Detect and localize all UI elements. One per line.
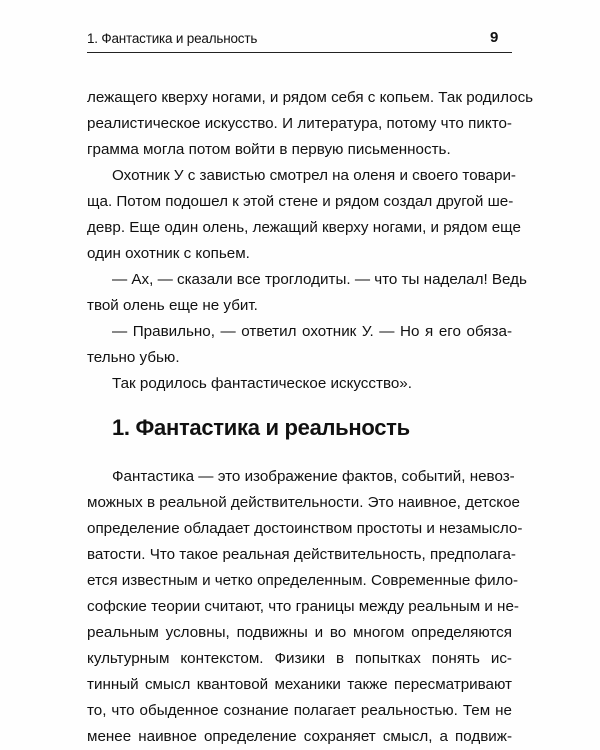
page-number: 9 <box>490 29 499 46</box>
text-line: тельно убью. <box>87 349 180 366</box>
text-line: ется известным и четко определенным. Современные фило- <box>87 572 519 589</box>
text-line: культурным контекстом. Физики в попытках понять ис- <box>87 650 512 667</box>
text-line: реалистическое искусство. И литература, потому что пикто- <box>87 115 512 132</box>
text-line: Так родилось фантастическое искусство». <box>112 375 412 392</box>
section-body <box>87 464 523 750</box>
text-line: — Правильно, — ответил охотник У. — Но я его обяза- <box>112 323 512 340</box>
text-line: лежащего кверху ногами, и рядом себя с копьем. Так родилось <box>87 89 534 106</box>
text-line: можных в реальной действительности. Это наивное, детское <box>87 494 520 511</box>
text-line: девр. Еще один олень, лежащий кверху ногами, и рядом еще <box>87 219 521 236</box>
text-line: твой олень еще не убит. <box>87 297 258 314</box>
header-divider <box>87 52 512 53</box>
text-line: реальным условны, подвижны и во многом определяются <box>87 624 512 641</box>
text-line: ватости. Что такое реальная действительность, предполага- <box>87 546 516 563</box>
text-line: то, что обыденное сознание полагает реальностью. Тем не <box>87 702 512 719</box>
text-line: софские теории считают, что границы между реальным и не- <box>87 598 519 615</box>
text-line: менее наивное определение сохраняет смысл, а подвиж- <box>87 728 512 745</box>
text-line: Охотник У с завистью смотрел на оленя и своего товари- <box>112 167 516 184</box>
text-line: определение обладает достоинством простоты и незамысло- <box>87 520 523 537</box>
opening-passage <box>87 85 534 397</box>
text-line: тинный смысл квантовой механики также пересматривают <box>87 676 512 693</box>
text-line: грамма могла потом войти в первую письменность. <box>87 141 451 158</box>
running-head: 1. Фантастика и реальность <box>87 31 258 46</box>
section-heading: 1. Фантастика и реальность <box>112 415 410 440</box>
text-line: один охотник с копьем. <box>87 245 250 262</box>
text-line: Фантастика — это изображение фактов, событий, невоз- <box>112 468 515 485</box>
text-line: — Ах, — сказали все троглодиты. — что ты наделал! Ведь <box>112 271 527 288</box>
text-line: ща. Потом подошел к этой стене и рядом создал другой ше- <box>87 193 514 210</box>
